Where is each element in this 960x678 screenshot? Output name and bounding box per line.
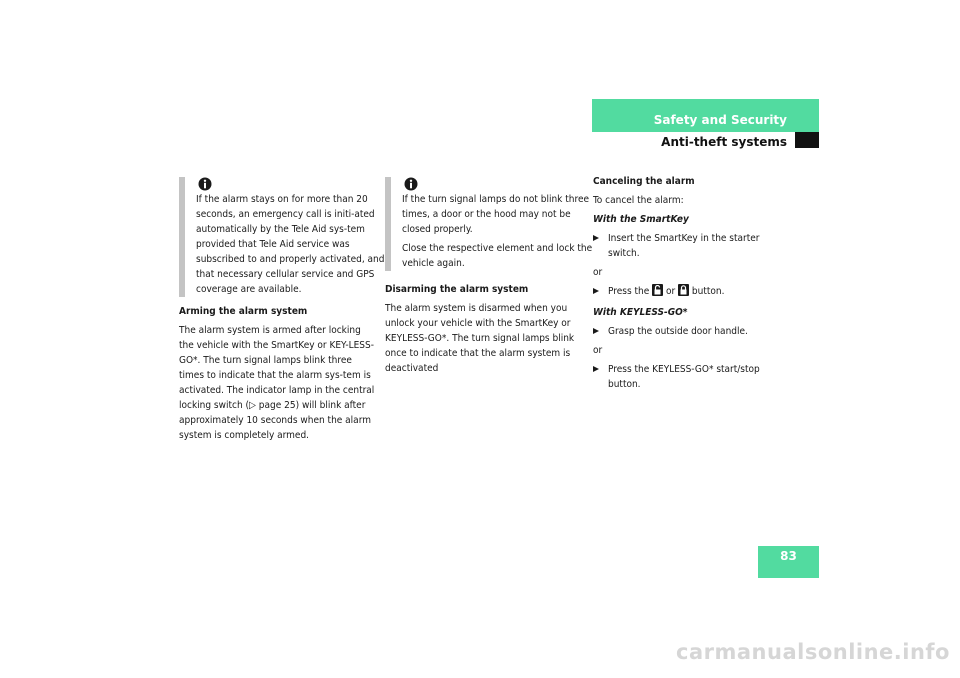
bullet-arrow-icon: [593, 366, 599, 372]
header-marker: [795, 132, 819, 148]
bullet-arrow-icon: [593, 328, 599, 334]
disarming-heading: Disarming the alarm system: [385, 284, 529, 295]
page-number: 83: [780, 549, 797, 563]
section-title: Safety and Security: [653, 113, 787, 127]
lock-button-icon: [678, 284, 689, 296]
info-icon: [404, 177, 418, 191]
arming-section: [179, 304, 375, 447]
step-suffix: button.: [691, 286, 725, 297]
canceling-heading: Canceling the alarm: [593, 176, 695, 187]
step-prefix: Press the: [608, 286, 650, 297]
watermark: carmanualsonline.info: [676, 640, 950, 664]
or-text: or: [593, 267, 603, 278]
note-text-1: If the turn signal lamps do not blink three times, a door or the hood may not be closed properly.: [402, 194, 590, 235]
step-insert-smartkey: [593, 231, 788, 261]
disarming-section: [385, 282, 582, 380]
step-or: or: [665, 286, 676, 297]
info-note-turn-signal: [385, 177, 597, 271]
step-text: Grasp the outside door handle.: [608, 326, 748, 337]
info-icon: [198, 177, 212, 191]
note-text-2: Close the respective element and lock the vehicle again.: [402, 243, 593, 269]
step-text: Insert the SmartKey in the starter switch.: [608, 233, 760, 259]
bullet-arrow-icon: [593, 235, 599, 241]
step-press-button: [593, 284, 788, 299]
keyless-heading: With KEYLESS-GO*: [593, 307, 688, 318]
page-subtitle: Anti-theft systems: [661, 135, 787, 149]
step-text: Press the KEYLESS-GO* start/stop button.: [608, 364, 760, 390]
bullet-arrow-icon: [593, 288, 599, 294]
info-note-alarm: [179, 177, 391, 297]
step-grasp-handle: [593, 324, 788, 339]
note-text: If the alarm stays on for more than 20 seconds, an emergency call is initi-ated automatically by the Tele Aid sys-tem provided that Tele Aid service was subscribed to and properly activated, and that necessary cellular service and GPS coverage are available.: [196, 194, 385, 295]
canceling-intro: To cancel the alarm:: [593, 195, 684, 206]
or-text: or: [593, 345, 603, 356]
arming-body: The alarm system is armed after locking the vehicle with the SmartKey or KEY-LESS-GO*. The turn signal lamps blink three times to indicate that the alarm sys-tem is activated. The indicator lamp in the central locking switch (▷ page 25) will blink after approximately 10 seconds when the alarm system is completely armed.: [179, 325, 375, 441]
step-press-start-stop: [593, 362, 788, 392]
canceling-section: [593, 174, 788, 396]
arming-heading: Arming the alarm system: [179, 306, 308, 317]
unlock-button-icon: [652, 284, 663, 296]
disarming-body: The alarm system is disarmed when you unlock your vehicle with the SmartKey or KEYLESS-GO*. The turn signal lamps blink once to indicate that the alarm system is deactivated: [385, 303, 575, 374]
smartkey-heading: With the SmartKey: [593, 214, 689, 225]
